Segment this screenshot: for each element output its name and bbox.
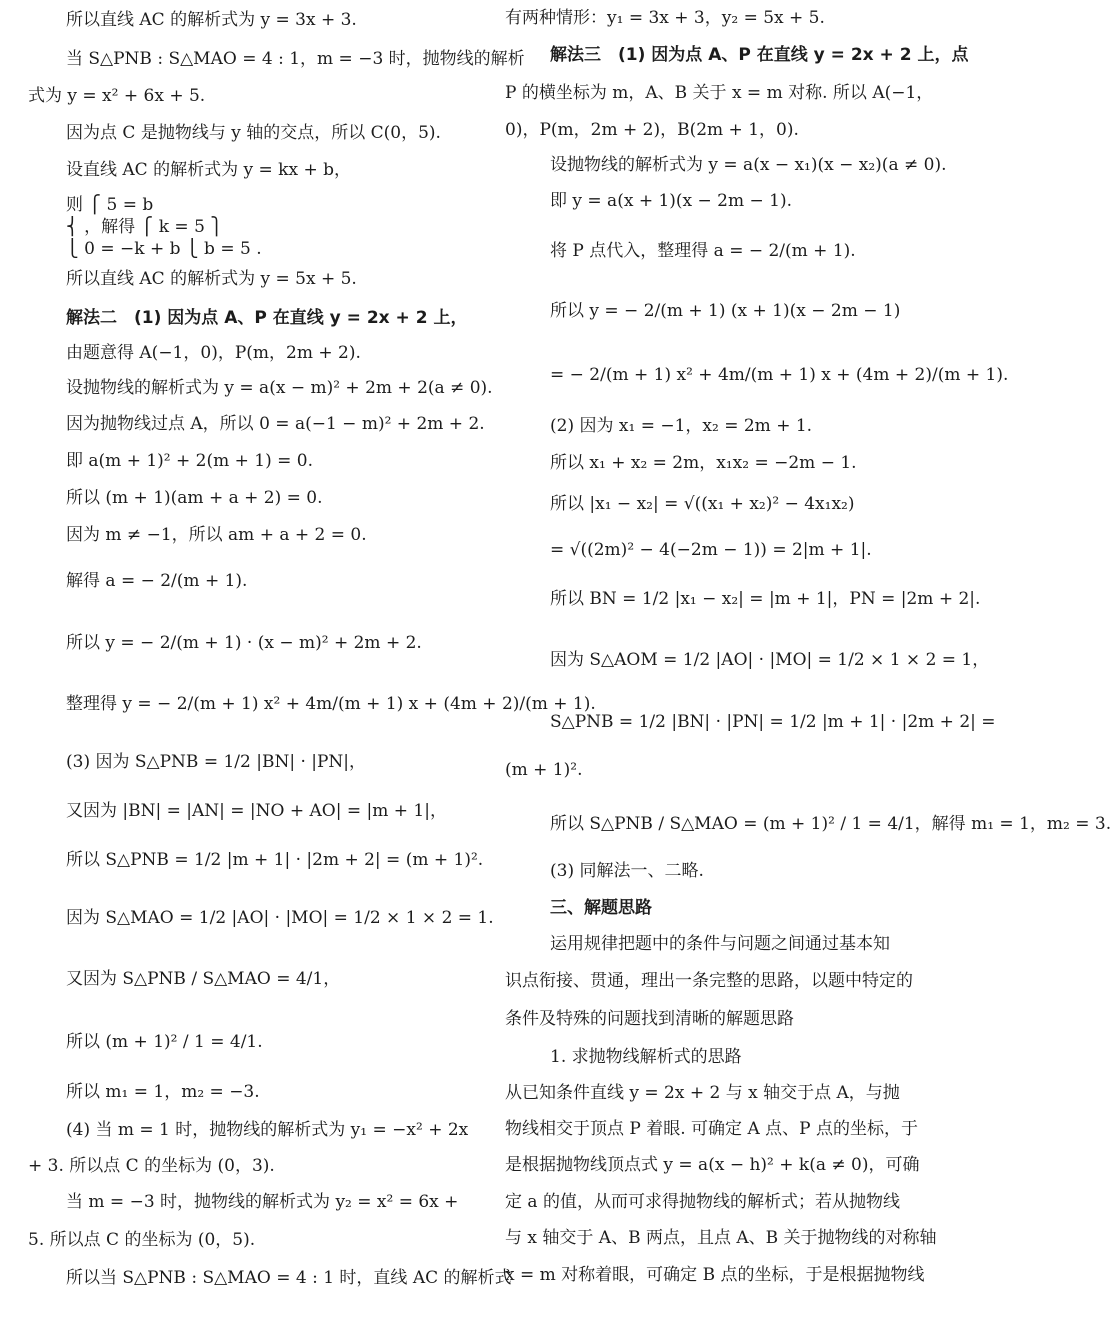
- right-line-25: 从已知条件直线 y = 2x + 2 与 x 轴交于点 A，与抛: [505, 1083, 900, 1103]
- right-line-11: 所以 x₁ + x₂ = 2m，x₁x₂ = −2m − 1.: [550, 453, 857, 473]
- right-line-24: 1. 求抛物线解析式的思路: [550, 1047, 742, 1067]
- right-line-5: 设抛物线的解析式为 y = a(x − x₁)(x − x₂)(a ≠ 0).: [550, 155, 947, 175]
- left-line-7: ⎨ ，解得 ⎧ k = 5 ⎫: [66, 217, 224, 237]
- right-line-6: 即 y = a(x + 1)(x − 2m − 1).: [550, 191, 793, 211]
- right-line-28: 定 a 的值，从而可求得抛物线的解析式；若从抛物线: [505, 1192, 900, 1212]
- right-line-19: (3) 同解法一、二略.: [550, 861, 704, 881]
- right-line-17: (m + 1)².: [505, 760, 583, 780]
- right-line-18: 所以 S△PNB / S△MAO = (m + 1)² / 1 = 4/1，解得 m₁ = 1，m₂ = 3.: [550, 814, 1111, 834]
- right-line-26: 物线相交于顶点 P 着眼. 可确定 A 点、P 点的坐标，于: [505, 1119, 918, 1139]
- left-line-26: 所以 m₁ = 1，m₂ = −3.: [66, 1082, 260, 1102]
- right-line-15: 因为 S△AOM = 1/2 |AO| · |MO| = 1/2 × 1 × 2 = 1，: [550, 650, 990, 670]
- right-line-21: 运用规律把题中的条件与问题之间通过基本知: [550, 934, 890, 954]
- right-line-16: S△PNB = 1/2 |BN| · |PN| = 1/2 |m + 1| · |2m + 2| =: [550, 712, 996, 732]
- right-line-3: P 的横坐标为 m，A、B 关于 x = m 对称. 所以 A(−1，: [505, 83, 934, 103]
- left-line-23: 因为 S△MAO = 1/2 |AO| · |MO| = 1/2 × 1 × 2 = 1.: [66, 908, 494, 928]
- left-line-6: 则 ⎧ 5 = b: [66, 195, 154, 215]
- right-line-10: (2) 因为 x₁ = −1，x₂ = 2m + 1.: [550, 416, 813, 436]
- left-line-31: 所以当 S△PNB : S△MAO = 4 : 1 时，直线 AC 的解析式: [66, 1268, 512, 1288]
- left-line-12: 设抛物线的解析式为 y = a(x − m)² + 2m + 2(a ≠ 0).: [66, 378, 493, 398]
- left-line-10: 解法二 (1) 因为点 A、P 在直线 y = 2x + 2 上，: [66, 308, 468, 328]
- left-line-20: (3) 因为 S△PNB = 1/2 |BN| · |PN|，: [66, 752, 367, 772]
- right-line-29: 与 x 轴交于 A、B 两点，且点 A、B 关于抛物线的对称轴: [505, 1228, 937, 1248]
- left-line-18: 所以 y = − 2/(m + 1) · (x − m)² + 2m + 2.: [66, 633, 422, 653]
- left-line-19: 整理得 y = − 2/(m + 1) x² + 4m/(m + 1) x + (4m + 2)/(m + 1).: [66, 694, 596, 714]
- left-line-30: 5. 所以点 C 的坐标为 (0，5).: [28, 1230, 256, 1250]
- left-line-28: + 3. 所以点 C 的坐标为 (0，3).: [28, 1156, 275, 1176]
- right-line-23: 条件及特殊的问题找到清晰的解题思路: [505, 1009, 794, 1029]
- right-line-4: 0)，P(m，2m + 2)，B(2m + 1，0).: [505, 120, 799, 140]
- right-line-13: = √((2m)² − 4(−2m − 1)) = 2|m + 1|.: [550, 540, 872, 560]
- right-line-12: 所以 |x₁ − x₂| = √((x₁ + x₂)² − 4x₁x₂): [550, 494, 855, 514]
- right-line-7: 将 P 点代入，整理得 a = − 2/(m + 1).: [550, 241, 856, 261]
- left-line-24: 又因为 S△PNB / S△MAO = 4/1，: [66, 969, 341, 989]
- left-line-3: 式为 y = x² + 6x + 5.: [28, 86, 206, 106]
- left-line-16: 因为 m ≠ −1，所以 am + a + 2 = 0.: [66, 525, 367, 545]
- left-line-14: 即 a(m + 1)² + 2(m + 1) = 0.: [66, 451, 313, 471]
- right-line-9: = − 2/(m + 1) x² + 4m/(m + 1) x + (4m + 2)/(m + 1).: [550, 365, 1009, 385]
- left-line-9: 所以直线 AC 的解析式为 y = 5x + 5.: [66, 269, 357, 289]
- left-line-4: 因为点 C 是抛物线与 y 轴的交点，所以 C(0，5).: [66, 123, 441, 143]
- left-line-27: (4) 当 m = 1 时，抛物线的解析式为 y₁ = −x² + 2x: [66, 1120, 469, 1140]
- left-line-1: 所以直线 AC 的解析式为 y = 3x + 3.: [66, 10, 357, 30]
- right-line-2: 解法三 (1) 因为点 A、P 在直线 y = 2x + 2 上，点: [550, 45, 969, 65]
- left-line-2: 当 S△PNB : S△MAO = 4 : 1，m = −3 时，抛物线的解析: [66, 49, 525, 69]
- left-line-21: 又因为 |BN| = |AN| = |NO + AO| = |m + 1|，: [66, 801, 447, 821]
- left-line-25: 所以 (m + 1)² / 1 = 4/1.: [66, 1032, 263, 1052]
- right-line-14: 所以 BN = 1/2 |x₁ − x₂| = |m + 1|，PN = |2m + 2|.: [550, 589, 981, 609]
- right-line-20: 三、解题思路: [550, 898, 652, 918]
- left-line-5: 设直线 AC 的解析式为 y = kx + b，: [66, 160, 351, 180]
- right-line-8: 所以 y = − 2/(m + 1) (x + 1)(x − 2m − 1): [550, 301, 901, 321]
- left-line-11: 由题意得 A(−1，0)，P(m，2m + 2).: [66, 343, 361, 363]
- right-line-1: 有两种情形：y₁ = 3x + 3，y₂ = 5x + 5.: [505, 8, 825, 28]
- right-line-22: 识点衔接、贯通，理出一条完整的思路，以题中特定的: [505, 971, 913, 991]
- left-line-13: 因为抛物线过点 A，所以 0 = a(−1 − m)² + 2m + 2.: [66, 414, 485, 434]
- left-line-15: 所以 (m + 1)(am + a + 2) = 0.: [66, 488, 323, 508]
- left-line-29: 当 m = −3 时，抛物线的解析式为 y₂ = x² = 6x +: [66, 1192, 459, 1212]
- left-line-22: 所以 S△PNB = 1/2 |m + 1| · |2m + 2| = (m + 1)².: [66, 850, 484, 870]
- left-line-17: 解得 a = − 2/(m + 1).: [66, 571, 248, 591]
- left-line-8: ⎩ 0 = −k + b ⎩ b = 5 .: [66, 239, 262, 259]
- right-line-27: 是根据抛物线顶点式 y = a(x − h)² + k(a ≠ 0)，可确: [505, 1155, 920, 1175]
- right-line-30: x = m 对称着眼，可确定 B 点的坐标，于是根据抛物线: [505, 1265, 925, 1285]
